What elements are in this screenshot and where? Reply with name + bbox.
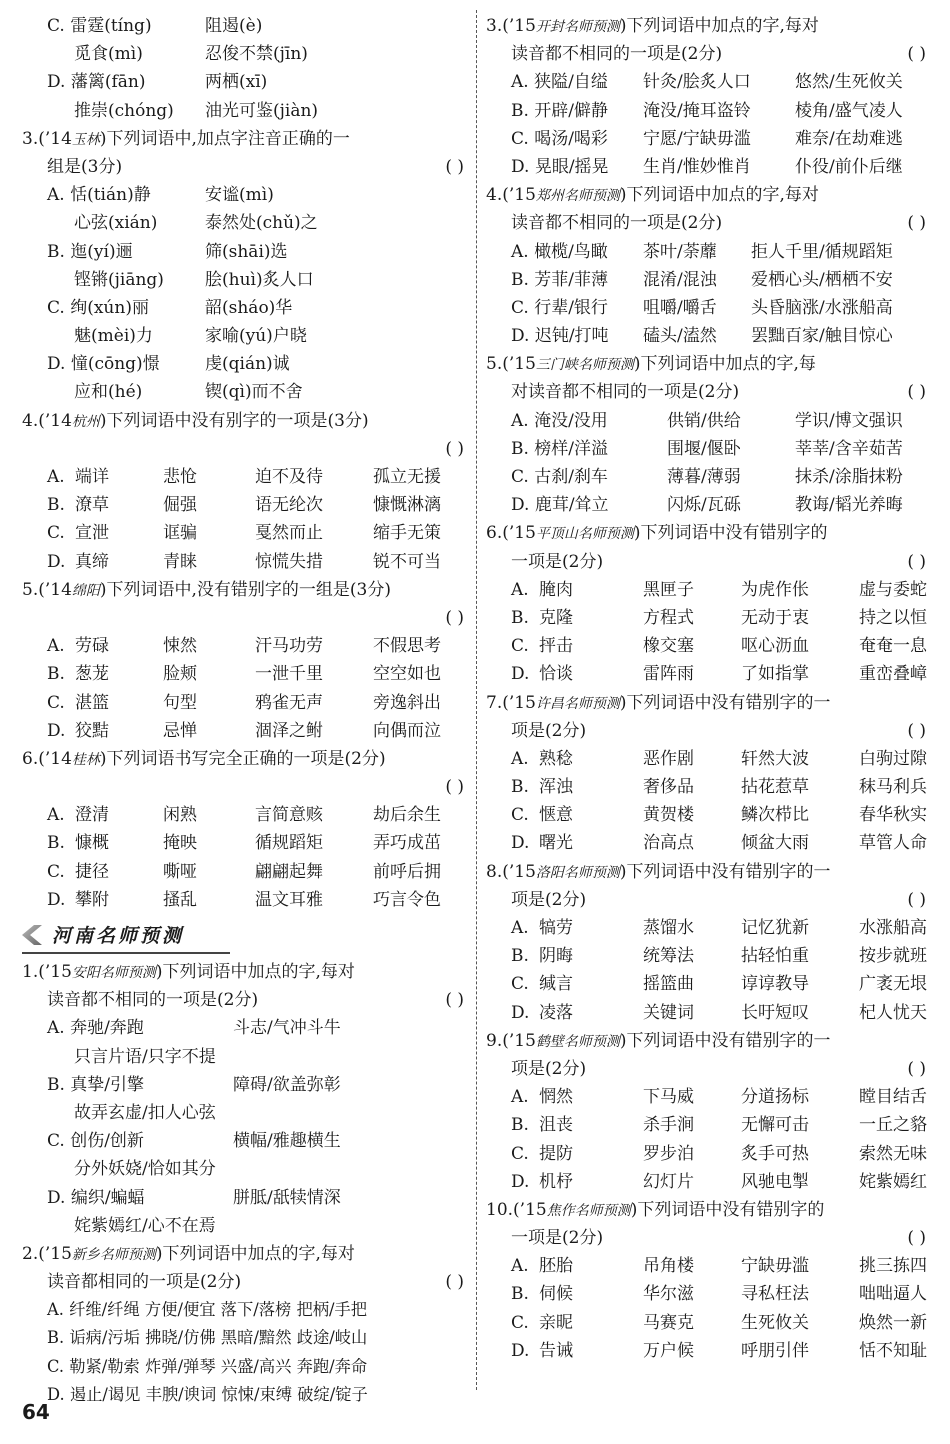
- option-b[interactable]: B. 潦草 倔强 语无纶次 慷慨淋漓: [47, 495, 441, 516]
- option-b[interactable]: B. 诟病/污垢 拂晓/仿佛 黑暗/黯然 歧途/岐山: [47, 1328, 368, 1348]
- answer-bracket[interactable]: ( ): [907, 1228, 926, 1249]
- option-a[interactable]: A. 澄清 闲熟 言简意赅 劫后余生: [47, 805, 441, 826]
- option-d-cont: 应和(hé) 锲(qì)而不舍: [74, 382, 303, 403]
- option-d[interactable]: D. 曙光 治高点 倾盆大雨 草管人命: [511, 833, 927, 854]
- option-b[interactable]: B. 真挚/引擎 障碍/欲盖弥彰: [47, 1074, 341, 1095]
- question-6-stem: 6.(’14桂林)下列词语书写完全正确的一项是(2分): [22, 748, 386, 769]
- option-a[interactable]: A. 橄榄/鸟瞰 茶叶/荼蘼 拒人千里/循规蹈矩: [511, 241, 893, 262]
- option-b[interactable]: B. 慷概 掩映 循规蹈矩 弄巧成茁: [47, 833, 441, 854]
- section-title: 河南名师预测: [52, 925, 185, 947]
- option-d[interactable]: D. 迟钝/打吨 磕头/溘然 罢黜百家/触目惊心: [511, 326, 893, 347]
- section-banner: [22, 922, 230, 954]
- option-a[interactable]: A. 劳碌 悚然 汗马功劳 不假思考: [47, 636, 441, 657]
- answer-bracket[interactable]: ( ): [907, 551, 926, 572]
- question-5-bracket-line: [22, 604, 470, 632]
- option-c-cont: 魅(mèi)力 家喻(yú)户晓: [74, 326, 307, 347]
- henan-question-7-stem-cont: 项是(2分) ( ): [486, 717, 932, 745]
- answer-bracket[interactable]: ( ): [907, 889, 926, 910]
- henan-question-6-stem: 6.(’15平顶山名师预测)下列词语中没有错别字的: [486, 523, 828, 544]
- henan-question-2-stem: 2.(’15新乡名师预测)下列词语中加点的字,每对: [22, 1243, 355, 1264]
- henan-question-6-stem-cont: 一项是(2分) ( ): [486, 548, 932, 576]
- option-c[interactable]: C. 喝汤/喝彩 宁愿/宁缺毋滥 难奈/在劫难逃: [511, 128, 903, 149]
- option-a[interactable]: A. 纤维/纤绳 方便/便宜 落下/落榜 把柄/手把: [47, 1300, 368, 1320]
- option-d[interactable]: D. 狡黠 忌惮 涸泽之鲋 向偶而泣: [47, 720, 441, 741]
- option-a-cont: 只言片语/只字不提: [74, 1046, 216, 1067]
- option-b[interactable]: B. 阴晦 统筹法 拈轻怕重 按步就班: [511, 946, 927, 967]
- option-b[interactable]: B. 伺候 华尔滋 寻私枉法 咄咄逼人: [511, 1284, 927, 1305]
- question-4-bracket-line: [22, 435, 470, 463]
- option-d[interactable]: D. 凌落 关键词 长吁短叹 杞人忧天: [511, 1002, 927, 1023]
- answer-bracket[interactable]: ( ): [445, 438, 464, 459]
- answer-bracket[interactable]: ( ): [445, 1272, 464, 1293]
- option-d[interactable]: D. 恰谈 雷阵雨 了如指掌 重峦叠嶂: [511, 664, 927, 685]
- option-c[interactable]: C. 湛篮 句型 鸦雀无声 旁逸斜出: [47, 692, 441, 713]
- left-column: [22, 12, 470, 1409]
- option-b[interactable]: B. 芳菲/菲薄 混淆/混浊 爱栖心头/栖栖不安: [511, 269, 893, 290]
- option-c[interactable]: C. 提防 罗步泊 炙手可热 索然无味: [511, 1143, 927, 1164]
- option-b[interactable]: B. 葱茏 脸颊 一泄千里 空空如也: [47, 664, 441, 685]
- option-line: 觅食(mì) 忍俊不禁(jīn): [74, 44, 308, 65]
- option-a-cont: 心弦(xián) 泰然处(chǔ)之: [74, 213, 318, 234]
- option-c[interactable]: C. 勒紧/勒索 炸弹/弹琴 兴盛/高兴 奔跑/奔命: [47, 1356, 368, 1376]
- chevron-left-icon: [22, 925, 42, 945]
- henan-question-5-stem: 5.(’15三门峡名师预测)下列词语中加点的字,每: [486, 354, 816, 375]
- option-a[interactable]: A. 淹没/没用 供销/供给 学识/博文强识: [511, 410, 903, 431]
- answer-bracket[interactable]: ( ): [907, 1058, 926, 1079]
- option-b-cont: 故弄玄虚/扣人心弦: [74, 1102, 216, 1123]
- option-c[interactable]: C. 缄言 摇篮曲 谆谆教导 广袤无垠: [511, 974, 927, 995]
- answer-bracket[interactable]: ( ): [907, 720, 926, 741]
- answer-bracket[interactable]: ( ): [445, 156, 464, 177]
- henan-question-8-stem: 8.(’15洛阳名师预测)下列词语中没有错别字的一: [486, 861, 831, 882]
- question-3-stem-cont: 组是(3分) ( ): [22, 153, 470, 181]
- option-line: C. 雷霆(tíng) 阻遏(è): [47, 16, 263, 36]
- henan-question-1-stem: 1.(’15安阳名师预测)下列词语中加点的字,每对: [22, 962, 355, 982]
- option-b[interactable]: B. 沮丧 杀手涧 无懈可击 一丘之貉: [511, 1115, 927, 1136]
- question-6-bracket-line: [22, 773, 470, 801]
- henan-question-9-stem: 9.(’15鹤壁名师预测)下列词语中没有错别字的一: [486, 1030, 831, 1051]
- option-d[interactable]: D. 告诫 万户候 呼朋引伴 恬不知耻: [511, 1340, 927, 1361]
- henan-question-8-stem-cont: 项是(2分) ( ): [486, 886, 932, 914]
- option-b[interactable]: B. 浑浊 奢侈品 拈花惹草 秣马利兵: [511, 777, 927, 798]
- option-a[interactable]: A. 端详 悲怆 迫不及待 孤立无援: [47, 467, 441, 487]
- option-d[interactable]: D. 鹿茸/耸立 闪烁/瓦砾 教诲/韬光养晦: [511, 495, 903, 516]
- option-a[interactable]: A. 恬(tián)静 安谧(mì): [47, 185, 274, 206]
- henan-question-10-stem: 10.(’15焦作名师预测)下列词语中没有错别字的: [486, 1199, 825, 1220]
- column-divider: [476, 10, 477, 1390]
- option-d[interactable]: D. 机杼 幻灯片 风驰电掣 姹紫嫣红: [511, 1171, 927, 1192]
- option-line: D. 藩篱(fān) 两栖(xī): [47, 72, 268, 93]
- answer-bracket[interactable]: ( ): [445, 990, 464, 1011]
- option-b[interactable]: B. 榜样/洋溢 围堰/偃卧 莘莘/含辛茹苦: [511, 438, 903, 459]
- option-d[interactable]: D. 编织/蝙蝠 胼胝/舐犊情深: [47, 1187, 341, 1208]
- option-a[interactable]: A. 熟稔 恶作剧 轩然大波 白驹过隙: [511, 748, 927, 769]
- option-c-cont: 分外妖娆/恰如其分: [74, 1159, 216, 1180]
- option-a[interactable]: A. 狭隘/自缢 针灸/脍炙人口 悠然/生死攸关: [511, 72, 903, 93]
- option-b[interactable]: B. 迤(yí)逦 筛(shāi)选: [47, 241, 288, 262]
- henan-question-10-stem-cont: 一项是(2分) ( ): [486, 1224, 932, 1252]
- option-d[interactable]: D. 遏止/谒见 丰腴/谀词 惊悚/束缚 破绽/锭子: [47, 1384, 368, 1404]
- option-c[interactable]: C. 捷径 嘶哑 翩翩起舞 前呼后拥: [47, 861, 441, 882]
- option-line: 推崇(chóng) 油光可鉴(jiàn): [74, 100, 319, 121]
- option-d-cont: 姹紫嫣红/心不在焉: [74, 1215, 216, 1236]
- henan-question-7-stem: 7.(’15许昌名师预测)下列词语中没有错别字的一: [486, 692, 831, 713]
- page-number: 64: [22, 1400, 50, 1424]
- answer-bracket[interactable]: ( ): [445, 777, 464, 798]
- option-c[interactable]: C. 古刹/刹车 薄暮/薄弱 抹杀/涂脂抹粉: [511, 467, 903, 487]
- henan-question-9-stem-cont: 项是(2分) ( ): [486, 1055, 932, 1083]
- option-c[interactable]: C. 抨击 橡交塞 呕心沥血 奄奄一息: [511, 636, 927, 657]
- henan-question-2-stem-cont: 读音都相同的一项是(2分) ( ): [22, 1268, 470, 1296]
- option-c[interactable]: C. 亲昵 马赛克 生死攸关 焕然一新: [511, 1312, 927, 1333]
- option-a[interactable]: A. 腌肉 黑匣子 为虎作伥 虚与委蛇: [511, 579, 927, 600]
- option-d[interactable]: D. 晃眼/摇晃 生肖/惟妙惟肖 仆役/前仆后继: [511, 156, 903, 177]
- option-c[interactable]: C. 惬意 黄贺楼 鳞次栉比 春华秋实: [511, 805, 927, 826]
- question-3-stem: 3.(’14玉林)下列词语中,加点字注音正确的一: [22, 128, 350, 149]
- answer-bracket[interactable]: ( ): [907, 382, 926, 403]
- option-b[interactable]: B. 开辟/僻静 淹没/掩耳盗铃 棱角/盛气凌人: [511, 100, 903, 121]
- henan-question-5-stem-cont: 对读音都不相同的一项是(2分) ( ): [486, 378, 932, 406]
- answer-bracket[interactable]: ( ): [907, 44, 926, 65]
- henan-question-1-stem-cont: 读音都不相同的一项是(2分) ( ): [22, 986, 470, 1014]
- option-b-cont: 铿锵(jiāng) 脍(huì)炙人口: [74, 269, 314, 290]
- option-d[interactable]: D. 憧(cōng)憬 虔(qián)诚: [47, 354, 290, 375]
- henan-question-3-stem-cont: 读音都不相同的一项是(2分) ( ): [486, 40, 932, 68]
- option-a[interactable]: A. 惘然 下马威 分道扬标 瞠目结舌: [511, 1087, 927, 1108]
- option-d[interactable]: D. 攀附 搔乱 温文耳雅 巧言令色: [47, 889, 441, 910]
- option-b[interactable]: B. 克隆 方程式 无动于衷 持之以恒: [511, 607, 927, 628]
- option-a[interactable]: A. 犒劳 蒸馏水 记忆犹新 水涨船高: [511, 918, 927, 938]
- option-c[interactable]: C. 创伤/创新 横幅/雅趣横生: [47, 1131, 341, 1152]
- question-5-stem: 5.(’14绵阳)下列词语中,没有错别字的一组是(3分): [22, 579, 392, 600]
- right-column: [486, 12, 932, 1365]
- henan-question-3-stem: 3.(’15开封名师预测)下列词语中加点的字,每对: [486, 16, 819, 36]
- question-4-stem: 4.(’14杭州)下列词语中没有别字的一项是(3分): [22, 410, 369, 431]
- henan-question-4-stem-cont: 读音都不相同的一项是(2分) ( ): [486, 209, 932, 237]
- option-d[interactable]: D. 真缔 青睐 惊慌失措 锐不可当: [47, 551, 441, 572]
- option-c[interactable]: C. 宣泄 诓骗 戛然而止 缩手无策: [47, 523, 441, 544]
- option-c[interactable]: C. 行辈/银行 咀嚼/嚼舌 头昏脑涨/水涨船高: [511, 297, 893, 318]
- answer-bracket[interactable]: ( ): [907, 213, 926, 234]
- option-a[interactable]: A. 胚胎 吊角楼 宁缺毋滥 挑三拣四: [511, 1256, 927, 1277]
- answer-bracket[interactable]: ( ): [445, 607, 464, 628]
- option-a[interactable]: A. 奔驰/奔跑 斗志/气冲斗牛: [47, 1018, 341, 1039]
- henan-question-4-stem: 4.(’15郑州名师预测)下列词语中加点的字,每对: [486, 185, 819, 206]
- option-c[interactable]: C. 绚(xún)丽 韶(sháo)华: [47, 297, 293, 318]
